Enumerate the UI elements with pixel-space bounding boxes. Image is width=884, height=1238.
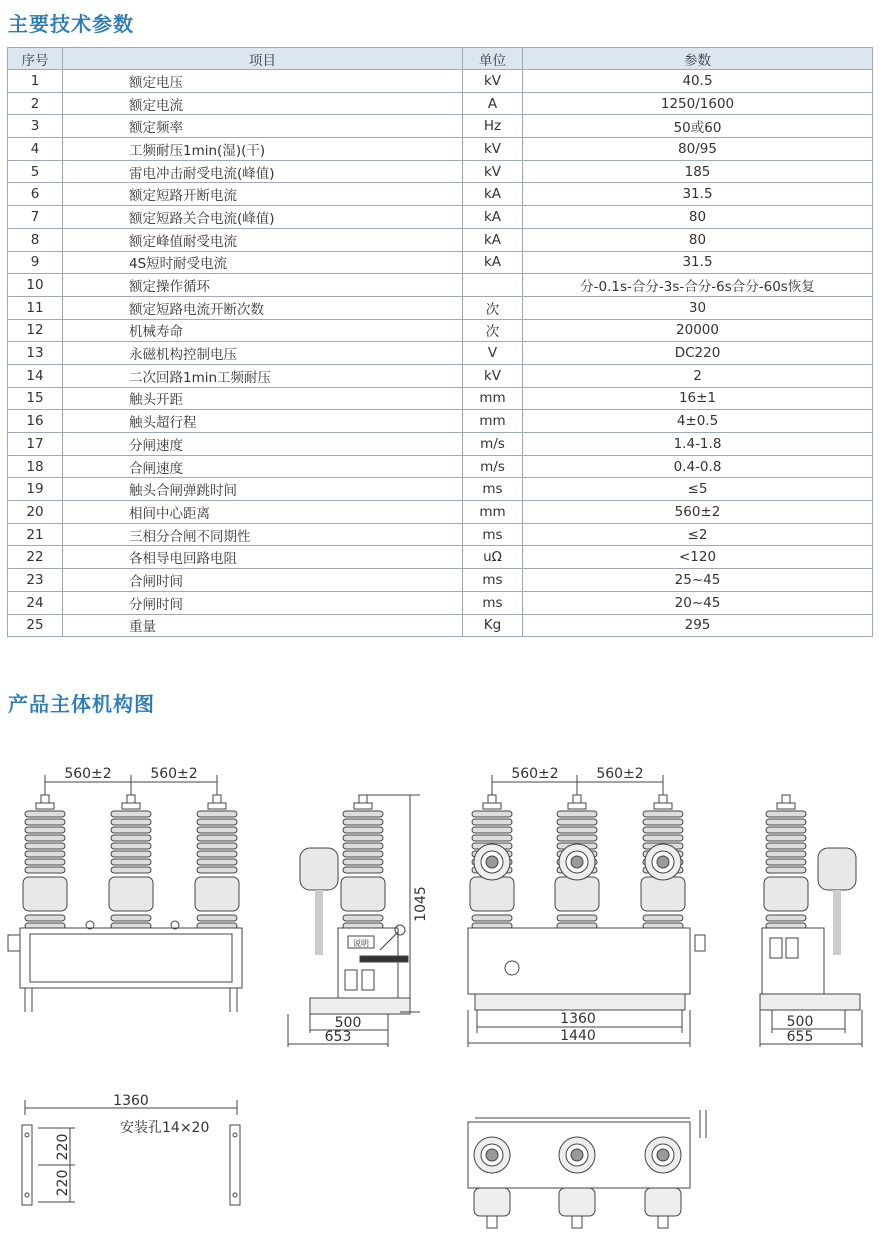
section-title-drawings: 产品主体机构图 bbox=[8, 692, 155, 716]
dim-right-outer: 655 bbox=[786, 1029, 814, 1045]
table-cell: 5 bbox=[8, 160, 63, 183]
table-row bbox=[8, 433, 873, 456]
table-cell: m/s bbox=[463, 455, 523, 478]
table-row bbox=[8, 183, 873, 206]
table-cell: 185 bbox=[523, 160, 873, 183]
top-view bbox=[468, 1110, 706, 1228]
dim-height: 1045 bbox=[413, 886, 429, 922]
table-cell: 21 bbox=[8, 523, 63, 546]
table-cell: 31.5 bbox=[523, 251, 873, 274]
table-cell: DC220 bbox=[523, 342, 873, 365]
table-cell: Hz bbox=[463, 115, 523, 138]
table-cell: 20 bbox=[8, 501, 63, 524]
table-cell: 80/95 bbox=[523, 138, 873, 161]
table-header-row bbox=[8, 48, 873, 70]
table-cell: 80 bbox=[523, 228, 873, 251]
table-cell: 1250/1600 bbox=[523, 92, 873, 115]
table-cell: 6 bbox=[8, 183, 63, 206]
table-cell: 19 bbox=[8, 478, 63, 501]
table-cell: 额定频率 bbox=[63, 115, 463, 138]
table-row bbox=[8, 92, 873, 115]
table-row bbox=[8, 206, 873, 229]
table-cell: 50或60 bbox=[523, 115, 873, 138]
table-cell: 25 bbox=[8, 614, 63, 637]
dim-pitch-4: 560±2 bbox=[596, 766, 644, 782]
table-cell: 合闸时间 bbox=[63, 569, 463, 592]
table-cell: 24 bbox=[8, 591, 63, 614]
spec-table bbox=[7, 47, 873, 637]
table-cell: m/s bbox=[463, 433, 523, 456]
table-cell: A bbox=[463, 92, 523, 115]
table-row bbox=[8, 274, 873, 297]
table-row bbox=[8, 364, 873, 387]
table-cell: 20000 bbox=[523, 319, 873, 342]
table-cell: 分闸速度 bbox=[63, 433, 463, 456]
table-cell: 30 bbox=[523, 296, 873, 319]
table-cell: 触头开距 bbox=[63, 387, 463, 410]
table-cell: 三相分合闸不同期性 bbox=[63, 523, 463, 546]
table-cell: kV bbox=[463, 70, 523, 93]
table-cell: 16±1 bbox=[523, 387, 873, 410]
table-cell: 9 bbox=[8, 251, 63, 274]
table-cell: 1.4-1.8 bbox=[523, 433, 873, 456]
dim-pitch-1: 560±2 bbox=[64, 766, 112, 782]
table-cell: ms bbox=[463, 523, 523, 546]
table-cell: 额定短路开断电流 bbox=[63, 183, 463, 206]
table-cell: V bbox=[463, 342, 523, 365]
table-cell: kA bbox=[463, 183, 523, 206]
table-cell: 1 bbox=[8, 70, 63, 93]
panel-label: 说明 bbox=[353, 939, 369, 948]
table-cell: 触头合闸弹跳时间 bbox=[63, 478, 463, 501]
dim-side-outer: 653 bbox=[324, 1029, 352, 1045]
table-cell: uΩ bbox=[463, 546, 523, 569]
table-row bbox=[8, 591, 873, 614]
table-row bbox=[8, 387, 873, 410]
table-cell: <120 bbox=[523, 546, 873, 569]
table-row bbox=[8, 296, 873, 319]
table-row bbox=[8, 523, 873, 546]
table-row bbox=[8, 160, 873, 183]
section-title-specs: 主要技术参数 bbox=[8, 12, 134, 36]
table-cell: 重量 bbox=[63, 614, 463, 637]
dim-pitch-3: 560±2 bbox=[511, 766, 559, 782]
table-cell: 295 bbox=[523, 614, 873, 637]
table-cell: 额定电压 bbox=[63, 70, 463, 93]
table-cell: 80 bbox=[523, 206, 873, 229]
table-cell: 13 bbox=[8, 342, 63, 365]
dim-mount-width: 1360 bbox=[113, 1093, 149, 1109]
table-cell: kA bbox=[463, 251, 523, 274]
table-cell: 14 bbox=[8, 364, 63, 387]
table-cell: ≤5 bbox=[523, 478, 873, 501]
table-row bbox=[8, 138, 873, 161]
table-row bbox=[8, 614, 873, 637]
table-cell: 4S短时耐受电流 bbox=[63, 251, 463, 274]
table-cell: 7 bbox=[8, 206, 63, 229]
table-row bbox=[8, 569, 873, 592]
table-cell: 10 bbox=[8, 274, 63, 297]
structure-drawing bbox=[0, 740, 884, 1238]
table-cell: 22 bbox=[8, 546, 63, 569]
table-cell: 560±2 bbox=[523, 501, 873, 524]
table-cell: 31.5 bbox=[523, 183, 873, 206]
table-cell: kA bbox=[463, 206, 523, 229]
dim-mount-v2: 220 bbox=[55, 1169, 71, 1197]
table-cell: 分-0.1s-合分-3s-合分-6s合分-60s恢复 bbox=[523, 274, 873, 297]
table-cell: 3 bbox=[8, 115, 63, 138]
dim-pitch-2: 560±2 bbox=[150, 766, 198, 782]
table-cell: 永磁机构控制电压 bbox=[63, 342, 463, 365]
table-cell: Kg bbox=[463, 614, 523, 637]
table-cell: kV bbox=[463, 364, 523, 387]
table-cell: 40.5 bbox=[523, 70, 873, 93]
table-cell: kV bbox=[463, 138, 523, 161]
table-cell: 17 bbox=[8, 433, 63, 456]
table-cell: 8 bbox=[8, 228, 63, 251]
right-side-view bbox=[760, 795, 862, 1047]
rear-view bbox=[468, 775, 705, 1047]
table-cell: 23 bbox=[8, 569, 63, 592]
table-cell: 16 bbox=[8, 410, 63, 433]
table-cell: 分闸时间 bbox=[63, 591, 463, 614]
table-cell: 20~45 bbox=[523, 591, 873, 614]
table-cell: 额定短路电流开断次数 bbox=[63, 296, 463, 319]
table-cell: 二次回路1min工频耐压 bbox=[63, 364, 463, 387]
table-row bbox=[8, 251, 873, 274]
table-cell: 额定操作循环 bbox=[63, 274, 463, 297]
dim-rear-outer: 1440 bbox=[560, 1028, 596, 1044]
table-cell: 额定电流 bbox=[63, 92, 463, 115]
front-view bbox=[8, 775, 242, 1012]
dim-mount-hole: 安装孔14×20 bbox=[120, 1120, 210, 1136]
table-cell: 2 bbox=[8, 92, 63, 115]
side-view bbox=[288, 795, 420, 1047]
table-cell: 0.4-0.8 bbox=[523, 455, 873, 478]
dim-mount-v1: 220 bbox=[55, 1133, 71, 1161]
table-header-cell: 项目 bbox=[63, 48, 463, 70]
table-cell: mm bbox=[463, 410, 523, 433]
table-cell: 11 bbox=[8, 296, 63, 319]
table-cell: 相间中心距离 bbox=[63, 501, 463, 524]
table-cell: mm bbox=[463, 501, 523, 524]
table-cell: 合闸速度 bbox=[63, 455, 463, 478]
table-cell: ms bbox=[463, 478, 523, 501]
table-cell: 25~45 bbox=[523, 569, 873, 592]
table-cell: kA bbox=[463, 228, 523, 251]
table-header-cell: 单位 bbox=[463, 48, 523, 70]
dim-right-inner: 500 bbox=[786, 1014, 814, 1030]
table-cell bbox=[463, 274, 523, 297]
table-row bbox=[8, 501, 873, 524]
table-row bbox=[8, 70, 873, 93]
table-cell: 额定峰值耐受电流 bbox=[63, 228, 463, 251]
table-cell: kV bbox=[463, 160, 523, 183]
table-cell: 18 bbox=[8, 455, 63, 478]
table-header-cell: 序号 bbox=[8, 48, 63, 70]
table-header-cell: 参数 bbox=[523, 48, 873, 70]
table-cell: 15 bbox=[8, 387, 63, 410]
table-cell: 次 bbox=[463, 296, 523, 319]
table-cell: mm bbox=[463, 387, 523, 410]
table-cell: ms bbox=[463, 591, 523, 614]
table-row bbox=[8, 410, 873, 433]
dim-side-inner: 500 bbox=[334, 1015, 362, 1031]
table-cell: 4 bbox=[8, 138, 63, 161]
table-row bbox=[8, 478, 873, 501]
table-cell: 4±0.5 bbox=[523, 410, 873, 433]
dim-rear-inner: 1360 bbox=[560, 1011, 596, 1027]
table-cell: 各相导电回路电阻 bbox=[63, 546, 463, 569]
table-row bbox=[8, 319, 873, 342]
table-cell: 12 bbox=[8, 319, 63, 342]
table-cell: 触头超行程 bbox=[63, 410, 463, 433]
table-row bbox=[8, 228, 873, 251]
table-row bbox=[8, 546, 873, 569]
table-cell: ms bbox=[463, 569, 523, 592]
table-row bbox=[8, 455, 873, 478]
table-cell: 额定短路关合电流(峰值) bbox=[63, 206, 463, 229]
table-cell: ≤2 bbox=[523, 523, 873, 546]
table-row bbox=[8, 342, 873, 365]
table-cell: 雷电冲击耐受电流(峰值) bbox=[63, 160, 463, 183]
table-cell: 次 bbox=[463, 319, 523, 342]
table-cell: 机械寿命 bbox=[63, 319, 463, 342]
table-cell: 工频耐压1min(湿)(干) bbox=[63, 138, 463, 161]
table-cell: 2 bbox=[523, 364, 873, 387]
table-row bbox=[8, 115, 873, 138]
